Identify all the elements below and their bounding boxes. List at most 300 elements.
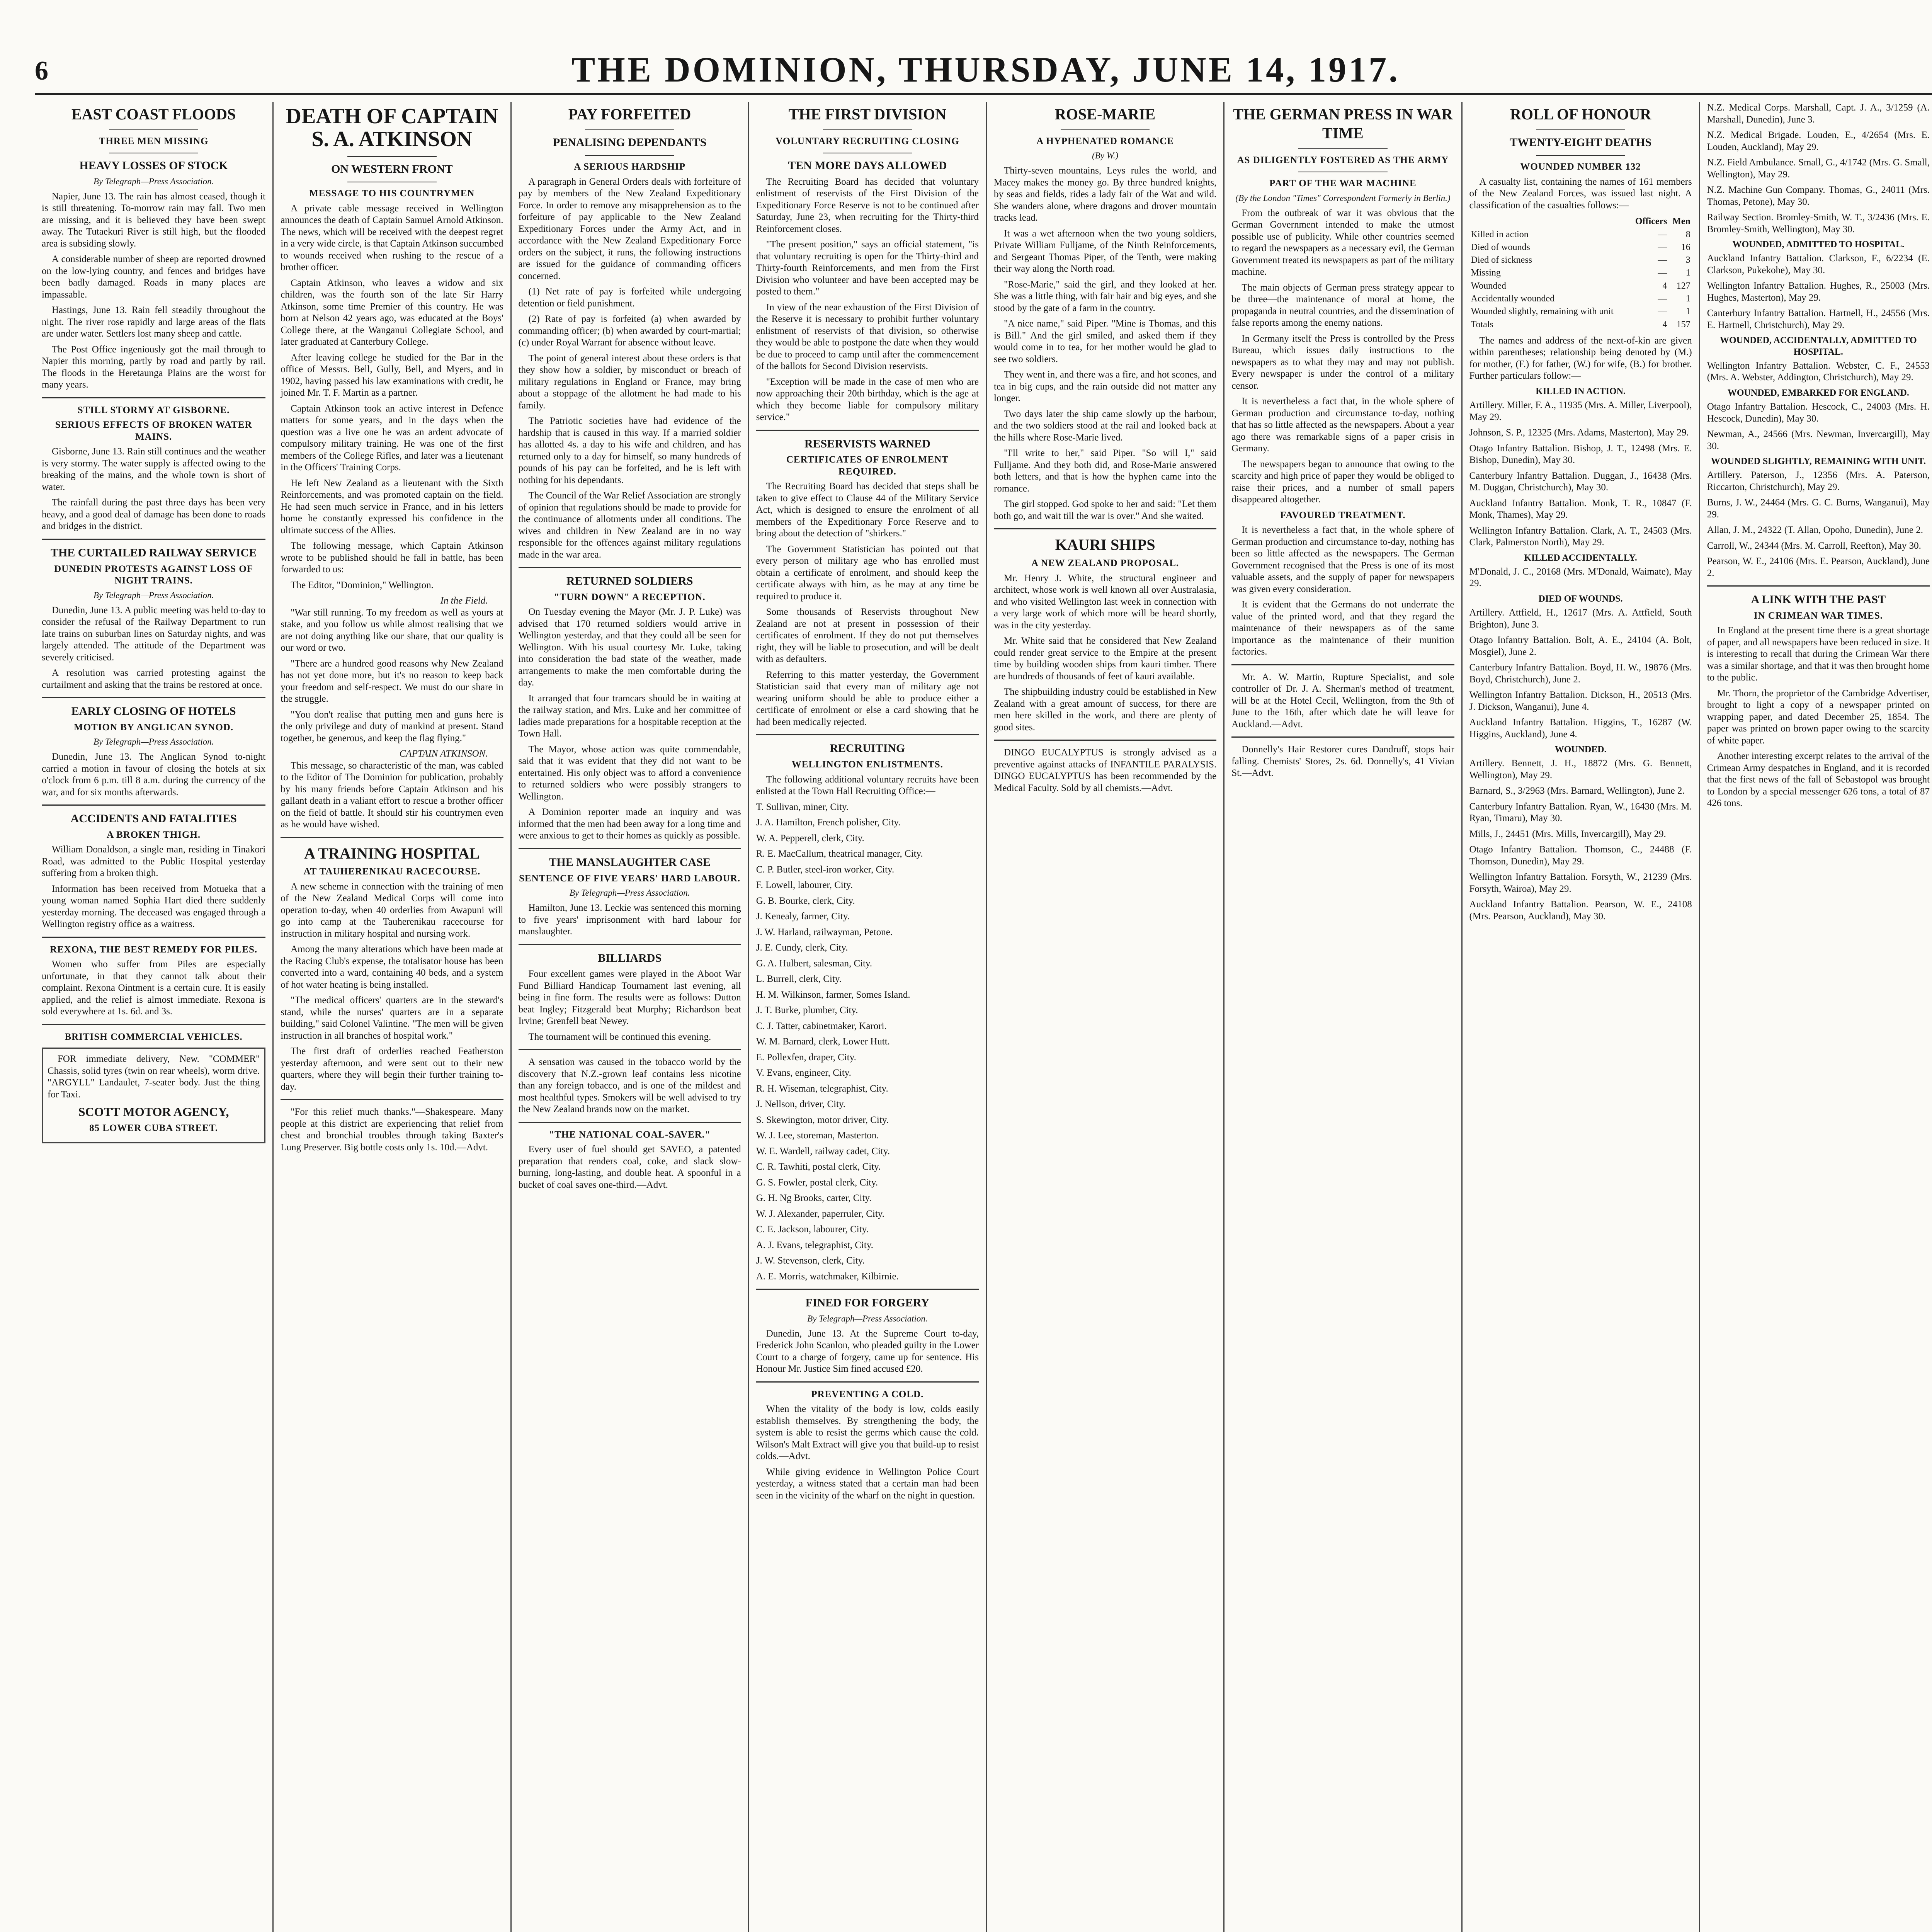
divider: [823, 129, 912, 130]
letter-paragraph: "You don't realise that putting men and guns here is the only privilege and duty of mankind at present. Stand together, be generous, and keep the flag flying.": [281, 709, 503, 743]
list-item: Otago Infantry Battalion. Hescock, C., 24003 (Mrs. H. Hescock, Dunedin), May 30.: [1707, 401, 1930, 424]
table-cell: 4: [1662, 319, 1667, 330]
table-cell: Totals: [1471, 319, 1493, 330]
article-paragraph: The names and address of the next-of-kin are given within parentheses; relationship being denoted by (M.) for mother, (F.) for father, (W.) for wife, (B.) for brother. Further particulars follow:—: [1469, 335, 1692, 381]
list-item: Otago Infantry Battalion. Bishop, J. T., 12498 (Mrs. E. Bishop, Dunedin), May 30.: [1469, 443, 1692, 466]
advertisement-text: When the vitality of the body is low, colds easily establish themselves. By strengthening the body, the system is able to resist the germs which cause the cold. Wilson's Malt Extract will give you that build-up to resist colds.—Advt.: [756, 1404, 979, 1462]
table-header-cell: [1469, 215, 1630, 228]
article-paragraph: The Council of the War Relief Association are strongly of opinion that regulations should be made to provide for the continuance of allotments under all conditions. The wives and children in New Zealand are in no way responsible for the offences against military regulations made in the war area.: [518, 490, 741, 560]
table-row: [1469, 241, 1692, 254]
table-cell: —: [1658, 306, 1667, 317]
subheadline: PART OF THE WAR MACHINE: [1269, 178, 1417, 189]
list-item: W. E. Wardell, railway cadet, City.: [756, 1146, 890, 1156]
subheadline: HEAVY LOSSES OF STOCK: [79, 159, 228, 172]
headline: DEATH OF CAPTAIN S. A. ATKINSON: [286, 104, 498, 151]
list-item: J. E. Cundy, clerk, City.: [756, 942, 848, 953]
letter-salutation: The Editor, "Dominion," Wellington.: [291, 580, 434, 590]
ad-address: 85 LOWER CUBA STREET.: [89, 1123, 218, 1134]
article-paragraph: The main objects of German press strategy appear to be three—the maintenance of moral at home, the propaganda in neutral countries, and the dissemination of false reports among the enemy nations.: [1231, 282, 1454, 328]
name-list: [1707, 360, 1930, 384]
table-cell: —: [1658, 268, 1667, 278]
list-item: Canterbury Infantry Battalion. Hartnell, H., 24556 (Mrs. E. Hartnell, Christchurch), May 29.: [1707, 308, 1930, 330]
divider: [42, 539, 265, 540]
table-row: [1469, 318, 1692, 331]
article-paragraph: In view of the near exhaustion of the First Division of the Reserve it is necessary to prohibit further voluntary enlistment of reservists of that division, so otherwise they would be able to postpone the date when they would be due to proceed to camp until after the commencement of the ballots for Second Division reservists.: [756, 302, 979, 372]
article-paragraph: A new scheme in connection with the training of men of the New Zealand Medical Corps will come into operation to-day, when 40 orderlies from Awapuni will go into camp at the Tauherenikau racecourse for instruction in military hospital and nursing work.: [281, 881, 503, 939]
article-paragraph: (2) Rate of pay is forfeited (a) when awarded by commanding officer; (b) when awarded by court-martial; (c) under Royal Warrant for absence without leave.: [518, 314, 741, 348]
list-item: Wellington Infantry Battalion. Hughes, R., 25003 (Mrs. Hughes, Masterton), May 29.: [1707, 281, 1930, 303]
headline: ROLL OF HONOUR: [1510, 105, 1651, 123]
advertisement-text: Donnelly's Hair Restorer cures Dandruff, stops hair falling. Chemists' Stores, 2s. 6d. Donnelly's, 41 Vivian St.—Advt.: [1231, 744, 1454, 779]
table-row: [1469, 280, 1692, 293]
column-5: [986, 102, 1223, 1932]
list-item: C. P. Butler, steel-iron worker, City.: [756, 864, 895, 875]
list-item: G. B. Bourke, clerk, City.: [756, 895, 855, 906]
table-cell: —: [1658, 255, 1667, 265]
table-cell: Died of sickness: [1471, 255, 1532, 265]
list-item: J. A. Hamilton, French polisher, City.: [756, 817, 901, 828]
headline: RECRUITING: [830, 742, 905, 755]
article-paragraph: Among the many alterations which have been made at the Racing Club's expense, the totalisator house has been converted into a ward, containing 40 beds, and a system of hot water heating is being installed.: [281, 944, 503, 990]
article-paragraph: "Exception will be made in the case of men who are now approaching their 20th birthday, which is the age at which they become liable for compulsory military service.": [756, 376, 979, 423]
subheadline: WOUNDED NUMBER 132: [1520, 162, 1641, 172]
masthead: [35, 46, 1932, 95]
headline: REXONA, THE BEST REMEDY FOR PILES.: [50, 944, 258, 955]
divider: [1536, 129, 1625, 130]
letter-paragraph: "War still running. To my freedom as well as yours at stake, and you follow us while almost realising that we are not doing anything like our share, that our quality is our word or two.: [281, 607, 503, 653]
advertisement-text: DINGO EUCALYPTUS is strongly advised as a preventive against attacks of INFANTILE PARALYSIS. DINGO EUCALYPTUS has been recommended by the Medical Faculty. Sold by all chemists.—Advt.: [994, 747, 1217, 793]
list-item: Artillery. Attfield, H., 12617 (Mrs. A. Attfield, South Brighton), June 3.: [1469, 607, 1692, 630]
list-item: N.Z. Medical Brigade. Louden, E., 4/2654 (Mrs. E. Louden, Auckland), May 29.: [1707, 130, 1930, 152]
subheadline: TWENTY-EIGHT DEATHS: [1510, 136, 1652, 149]
article-paragraph: Hamilton, June 13. Leckie was sentenced this morning to five years' imprisonment with hard labour for manslaughter.: [518, 903, 741, 937]
article-paragraph: "Rose-Marie," said the girl, and they looked at her. She was a little thing, with fair hair and big eyes, and she stood by the gate of a farm in the country.: [994, 279, 1217, 313]
article-paragraph: Captain Atkinson took an active interest in Defence matters for some years, and in the days when the question was a live one he was an ardent advocate of compulsory military training. He was one of the first members of the College Rifles, and later was a lieutenant in the Officers' Training Corps.: [281, 403, 503, 473]
table-cell: 1: [1685, 306, 1690, 317]
article-paragraph: A casualty list, containing the names of 161 members of the New Zealand Forces, was issued last night. A classification of the casualties follows:—: [1469, 176, 1692, 211]
article-paragraph: It arranged that four tramcars should be in waiting at the railway station, and Mrs. Luke and her committee of ladies made preparations for a hospitable reception at the Town Hall.: [518, 693, 741, 739]
list-item: Wellington Infantry Battalion. Forsyth, W., 21239 (Mrs. Forsyth, Wairoa), May 29.: [1469, 872, 1692, 894]
article-paragraph: They went in, and there was a fire, and hot scones, and tea in big cups, and the rain outside did not matter any longer.: [994, 369, 1217, 404]
name-list: [1707, 102, 1930, 235]
divider: [1298, 148, 1388, 149]
list-item: Allan, J. M., 24322 (T. Allan, Opoho, Dunedin), June 2.: [1707, 525, 1923, 536]
headline: PREVENTING A COLD.: [811, 1389, 924, 1400]
table-cell: 3: [1685, 255, 1690, 265]
byline: By Telegraph—Press Association.: [807, 1313, 928, 1323]
divider: [519, 567, 741, 568]
article-paragraph: Information has been received from Motueka that a young woman named Sophia Hart died there suddenly yesterday morning. The deceased was engaged through a Wellington registry office as a waitress.: [42, 883, 266, 930]
headline: BILLIARDS: [598, 951, 662, 964]
list-item: T. Sullivan, miner, City.: [756, 801, 849, 812]
subheadline: AS DILIGENTLY FOSTERED AS THE ARMY: [1237, 155, 1449, 165]
list-item: A. J. Evans, telegraphist, City.: [756, 1240, 873, 1250]
subheadline: VOLUNTARY RECRUITING CLOSING: [776, 136, 959, 146]
column-4: [748, 102, 986, 1932]
article-paragraph: Mr. Thorn, the proprietor of the Cambridge Advertiser, brought to light a copy of a newspaper printed on wrapping paper, and dated December 25, 1854. The paper was printed on brown paper owing to the scarcity of white paper.: [1707, 688, 1930, 746]
list-item: Canterbury Infantry Battalion. Ryan, W., 16430 (Mrs. M. Ryan, Timaru), May 30.: [1469, 801, 1692, 824]
list-item: Newman, A., 24566 (Mrs. Newman, Invercargill), May 30.: [1707, 429, 1930, 451]
article-paragraph: Hastings, June 13. Rain fell steadily throughout the night. The river rose rapidly and large areas of the flats are under water. Settlers lost many sheep and cattle.: [42, 305, 266, 339]
article-paragraph: In Germany itself the Press is controlled by the Press Bureau, which issues daily instructions to the newspapers as to what they may and may not publish. Every newspaper is under the control of a military censor.: [1231, 333, 1454, 391]
column-1: [35, 102, 272, 1932]
article-paragraph: "A nice name," said Piper. "Mine is Thomas, and this is Bill." And the girl smiled, and asked them if they would come in to tea, for her mother would be glad to see two soldiers.: [994, 318, 1217, 364]
list-item: R. H. Wiseman, telegraphist, City.: [756, 1083, 888, 1094]
table-cell: 157: [1676, 319, 1690, 330]
column-8: [1699, 102, 1932, 1932]
article-paragraph: The girl stopped. God spoke to her and said: "Let them both go, and wait till the war is over." And she waited.: [994, 499, 1217, 521]
byline: By Telegraph—Press Association.: [93, 176, 214, 186]
list-item: C. R. Tawhiti, postal clerk, City.: [756, 1162, 881, 1172]
article-paragraph: The point of general interest about these orders is that they show how a soldier, by misconduct or breach of military regulations in England or France, may bring about a stoppage of the allotment he had made to his family.: [518, 353, 741, 411]
article-paragraph: Napier, June 13. The rain has almost ceased, though it is still threatening. To-morrow rain may fall. Two men are missing, and it is believed they have been swept away. The Tutaekuri River is still high, but the flooded area is subsiding slowly.: [42, 191, 266, 249]
article-paragraph: (1) Net rate of pay is forfeited while undergoing detention or field punishment.: [518, 286, 741, 309]
article-paragraph: The Post Office ingeniously got the mail through to Napier this morning, partly by road and partly by rail. The floods in the Heretaunga Plains are the worst for many years.: [42, 344, 266, 390]
article-paragraph: "I'll write to her," said Piper. "So will I," said Fulljame. And they both did, and Rose-Marie answered both letters, and that is how the hyphen came into the romance.: [994, 448, 1217, 494]
headline: A TRAINING HOSPITAL: [304, 844, 480, 862]
subheadline: DUNEDIN PROTESTS AGAINST LOSS OF NIGHT TRAINS.: [54, 563, 253, 586]
divider: [42, 804, 265, 806]
divider: [994, 740, 1216, 741]
columns-grid: [35, 102, 1932, 1932]
list-item: S. Skewington, motor driver, City.: [756, 1114, 889, 1125]
section-heading: WOUNDED, EMBARKED FOR ENGLAND.: [1727, 388, 1909, 398]
byline: By Telegraph—Press Association.: [569, 888, 690, 898]
table-cell: Killed in action: [1471, 229, 1529, 240]
article-paragraph: The Recruiting Board has decided that voluntary enlistment of reservists of the First Division of the Expeditionary Force Reserve is not to be continued after Saturday, June 23, when recruiting for the Thirty-third Reinforcement closes.: [756, 176, 979, 234]
divider: [109, 129, 199, 130]
article-paragraph: Dunedin, June 13. At the Supreme Court to-day, Frederick John Scanlon, who pleaded guilty in the Lower Court to a charge of forgery, came up for sentence. His Honour Mr. Justice Sim fined accused £20.: [756, 1328, 979, 1374]
list-item: Artillery. Bennett, J. H., 18872 (Mrs. G. Bennett, Wellington), May 29.: [1469, 758, 1692, 781]
article-paragraph: A resolution was carried protesting against the curtailment and asking that the trains be restored at once.: [42, 668, 266, 690]
headline: EAST COAST FLOODS: [71, 105, 236, 123]
subheadline: CERTIFICATES OF ENROLMENT REQUIRED.: [786, 454, 949, 477]
article-paragraph: William Donaldson, a single man, residing in Tinakori Road, was admitted to the Public Hospital yesterday suffering from a broken thigh.: [42, 844, 266, 879]
column-7: [1461, 102, 1699, 1932]
byline: (By W.): [1092, 151, 1119, 161]
table-cell: —: [1658, 293, 1667, 304]
table-cell: —: [1658, 242, 1667, 252]
divider: [1536, 155, 1625, 156]
article-paragraph: Mr. Henry J. White, the structural engineer and architect, whose work is well known all over Australasia, and who visited Wellington last week in connection with a very large work of which more will be heard shortly, was in the city yesterday.: [994, 573, 1217, 631]
subheadline: "TURN DOWN" A RECEPTION.: [554, 592, 706, 602]
article-paragraph: A Dominion reporter made an inquiry and was informed that the men had been away for a long time and were anxious to get to their homes as quickly as possible.: [518, 807, 741, 841]
subheadline: A SERIOUS HARDSHIP: [574, 162, 686, 172]
list-item: H. M. Wilkinson, farmer, Somes Island.: [756, 989, 910, 1000]
list-item: F. Lowell, labourer, City.: [756, 880, 853, 891]
advertisement-text: A sensation was caused in the tobacco world by the discovery that N.Z.-grown leaf contains less nicotine than any foreign tobacco, and is one of the mildest and most healthful types. Smokers will be well advised to try the New Zealand brands now on the market.: [518, 1057, 741, 1115]
list-item: L. Burrell, clerk, City.: [756, 974, 842, 985]
name-list: [1469, 400, 1692, 549]
ad-title: BRITISH COMMERCIAL VEHICLES.: [65, 1031, 243, 1042]
subheadline: A NEW ZEALAND PROPOSAL.: [1031, 558, 1179, 569]
headline: STILL STORMY AT GISBORNE.: [77, 405, 230, 415]
divider: [756, 1289, 979, 1290]
article-paragraph: Dunedin, June 13. The Anglican Synod to-night carried a motion in favour of closing the hotels at six o'clock from 6 p.m. till 8 a.m. during the currency of the war, and for six months afterwards.: [42, 752, 266, 798]
subheadline: IN CRIMEAN WAR TIMES.: [1753, 610, 1883, 621]
list-item: N.Z. Machine Gun Company. Thomas, G., 24011 (Mrs. Thomas, Petone), May 30.: [1707, 185, 1930, 207]
list-item: J. W. Stevenson, clerk, City.: [756, 1255, 865, 1266]
advertisement-text: Every user of fuel should get SAVEO, a patented preparation that renders coal, coke, and slack slow-burning, long-lasting, and double heat. A spoonful in a bucket of coal saves one-third.—Advt.: [518, 1144, 741, 1190]
table-cell: 127: [1676, 281, 1690, 291]
table-cell: 4: [1662, 281, 1667, 291]
table-cell: Wounded: [1471, 281, 1506, 291]
subheadline: SERIOUS EFFECTS OF BROKEN WATER MAINS.: [55, 420, 252, 442]
letter-place: In the Field.: [440, 595, 488, 606]
headline: THE GERMAN PRESS IN WAR TIME: [1233, 105, 1453, 142]
name-list: [1469, 607, 1692, 740]
list-item: Wellington Infantry Battalion. Dickson, H., 20513 (Mrs. J. Dickson, Wanganui), June 4.: [1469, 690, 1692, 712]
subheadline: A BROKEN THIGH.: [107, 829, 201, 840]
subheadline: AT TAUHERENIKAU RACECOURSE.: [303, 866, 481, 877]
article-paragraph: Women who suffer from Piles are especially unfortunate, in that they cannot talk about their complaint. Rexona Ointment is a certain cure. It is easily applied, and the relief is almost immediate. Rexona is sold everywhere at 1s. 6d. and 3s.: [42, 959, 266, 1017]
list-item: Carroll, W., 24344 (Mrs. M. Carroll, Reefton), May 30.: [1707, 540, 1921, 551]
article-paragraph: This message, so characteristic of the man, was cabled to the Editor of The Dominion for publication, probably by his many friends before Captain Atkinson and his gallant death in a valiant effort to rescue a brother officer on the field of battle. It should stir his countrymen even as he would have wished.: [281, 760, 503, 830]
divider: [519, 1122, 741, 1123]
list-item: W. J. Lee, storeman, Masterton.: [756, 1130, 879, 1141]
table-cell: —: [1658, 229, 1667, 240]
name-list: [1469, 758, 1692, 922]
divider: [756, 734, 979, 735]
list-item: G. A. Hulbert, salesman, City.: [756, 958, 872, 969]
list-item: Otago Infantry Battalion. Bolt, A. E., 24104 (A. Bolt, Mosgiel), June 2.: [1469, 635, 1692, 657]
section-heading: WOUNDED, ADMITTED TO HOSPITAL.: [1732, 240, 1905, 250]
article-paragraph: From the outbreak of war it was obvious that the German Government intended to make the utmost possible use of publicity. While other countries seemed to regard the newspapers as a necessary evil, the German Government treated its newspapers as part of the military machine.: [1231, 207, 1454, 277]
article-paragraph: Two days later the ship came slowly up the harbour, and the two soldiers stood at the rail and looked back at the hills where Rose-Marie lived.: [994, 408, 1217, 443]
letter-signature: CAPTAIN ATKINSON.: [399, 748, 488, 759]
list-item: V. Evans, engineer, City.: [756, 1068, 851, 1078]
article-paragraph: A paragraph in General Orders deals with forfeiture of pay by members of the New Zealand Expeditionary Force. In order to remove any misapprehension as to the forfeiture of pay applicable to the New Zealand Expeditionary Forces under the Army Act, and in accordance with the New Zealand Expeditionary Force orders on the subject, it runs, the following instructions are issued for the guidance of commanding officers concerned.: [518, 176, 741, 281]
article-paragraph: The first draft of orderlies reached Featherston yesterday afternoon, and were sent out to their new quarters, where they will begin their further training to-day.: [281, 1046, 503, 1092]
name-list: [1469, 566, 1692, 590]
list-item: C. E. Jackson, labourer, City.: [756, 1224, 869, 1235]
table-row: [1469, 305, 1692, 318]
name-list: [1707, 253, 1930, 331]
article-paragraph: Captain Atkinson, who leaves a widow and six children, was the fourth son of the late Sir Harry Atkinson, some time Premier of this country. He was born at Nelson 42 years ago, was educated at the Boys' College there, at the Wanganui Collegiate School, and later graduated at Canterbury College.: [281, 277, 503, 347]
list-item: Canterbury Infantry Battalion. Boyd, H. W., 19876 (Mrs. Boyd, Christchurch), June 2.: [1469, 662, 1692, 685]
name-list: [1707, 469, 1930, 579]
article-paragraph: Another interesting excerpt relates to the arrival of the Crimean Army despatches in England, and it is recorded that the first news of the fall of Sebastopol was brought to London by a special messenger 626 tons, a total of 87 426 tons.: [1707, 751, 1930, 809]
subheadline: MOTION BY ANGLICAN SYNOD.: [74, 722, 234, 733]
headline: THE MANSLAUGHTER CASE: [549, 855, 711, 869]
list-item: J. Kenealy, farmer, City.: [756, 911, 850, 922]
list-item: Burns, J. W., 24464 (Mrs. G. C. Burns, Wanganui), May 29.: [1707, 497, 1930, 520]
article-paragraph: On Tuesday evening the Mayor (Mr. J. P. Luke) was advised that 170 returned soldiers would arrive in Wellington yesterday, and that they could all be seen for Wellington. With his usual courtesy Mr. Luke, taking into consideration the bad state of the weather, made arrangements to make the men comfortable during the day.: [518, 607, 741, 688]
article-paragraph: The shipbuilding industry could be established in New Zealand with a great amount of success, for there are men here skilled in the work, and there are plenty of good sites.: [994, 687, 1217, 733]
headline: RETURNED SOLDIERS: [566, 575, 693, 588]
headline: EARLY CLOSING OF HOTELS: [71, 705, 236, 718]
subheadline: SENTENCE OF FIVE YEARS' HARD LABOUR.: [519, 873, 741, 884]
article-paragraph: The Patriotic societies have had evidence of the hardship that is caused in this way. If a married soldier has allotted 4s. a day to his wife and children, and has returned only to a day for himself, so many hundreds of pounds of his pay can be forfeited, and he is left with nothing for his dependants.: [518, 416, 741, 485]
article-paragraph: It is evident that the Germans do not underrate the value of the printed word, and that they regard the maintenance of their newspapers as of the same importance as the maintenance of their munition factories.: [1231, 599, 1454, 657]
list-item: J. Nellson, driver, City.: [756, 1099, 846, 1110]
article-paragraph: In England at the present time there is a great shortage of paper, and all newspapers have been reduced in size. It is interesting to recall that during the Crimean War there was a similar shortage, and that it was then brought home to the public.: [1707, 625, 1930, 683]
section-heading: WOUNDED SLIGHTLY, REMAINING WITH UNIT.: [1711, 456, 1926, 467]
ad-firm: SCOTT MOTOR AGENCY,: [78, 1105, 229, 1119]
article-paragraph: A considerable number of sheep are reported drowned on the low-lying country, and fences and bridges have been badly damaged. Roads in many places are impassable.: [42, 254, 266, 300]
list-item: Pearson, W. E., 24106 (Mrs. E. Pearson, Auckland), June 2.: [1707, 556, 1930, 578]
divider: [1707, 585, 1930, 587]
list-item: W. M. Barnard, clerk, Lower Hutt.: [756, 1036, 890, 1047]
table-cell: 1: [1685, 268, 1690, 278]
divider: [585, 129, 674, 130]
list-item: G. S. Fowler, postal clerk, City.: [756, 1177, 878, 1188]
list-item: Auckland Infantry Battalion. Monk, T. R., 10847 (F. Monk, Thames), May 29.: [1469, 498, 1692, 520]
article-paragraph: The tournament will be continued this evening.: [528, 1031, 711, 1042]
divider: [42, 397, 265, 398]
divider: [42, 1024, 265, 1025]
divider: [1061, 129, 1150, 130]
section-heading: WOUNDED.: [1554, 745, 1607, 755]
byline: By Telegraph—Press Association.: [93, 737, 214, 747]
subheadline: A HYPHENATED ROMANCE: [1036, 136, 1174, 146]
list-item: Canterbury Infantry Battalion. Duggan, J., 16438 (Mrs. M. Duggan, Christchurch), May 30.: [1469, 470, 1692, 493]
list-item: G. H. Ng Brooks, carter, City.: [756, 1193, 872, 1204]
subheadline: THREE MEN MISSING: [99, 136, 209, 146]
article-paragraph: The Recruiting Board has decided that steps shall be taken to give effect to Clause 44 of the Military Service Act, which is designed to ensure the enrolment of all members of the Expeditionary Force Reserve and to bring about the detection of "shirkers.": [756, 481, 979, 539]
table-row: [1469, 267, 1692, 279]
divider: [519, 1049, 741, 1050]
headline: KAURI SHIPS: [1055, 536, 1155, 554]
list-item: M'Donald, J. C., 20168 (Mrs. M'Donald, Waimate), May 29.: [1469, 566, 1692, 589]
table-cell: Died of wounds: [1471, 242, 1530, 252]
list-item: Auckland Infantry Battalion. Higgins, T., 16287 (W. Higgins, Auckland), June 4.: [1469, 717, 1692, 740]
headline: ROSE-MARIE: [1055, 105, 1156, 123]
article-paragraph: The following message, which Captain Atkinson wrote to be published should he fall in battle, has been forwarded to us:: [281, 541, 503, 575]
article-paragraph: "The medical officers' quarters are in the steward's stand, while the nurses' quarters are in a separate building," said Colonel Valintine. "The men will be given instruction in all branches of hospital work.": [281, 995, 503, 1041]
headline: THE CURTAILED RAILWAY SERVICE: [50, 546, 257, 559]
table-row: [1469, 254, 1692, 267]
advertisement: [42, 1048, 265, 1143]
table-header-cell: Men: [1672, 216, 1690, 227]
article-paragraph: The newspapers began to announce that owing to the scarcity and high price of paper they would be obliged to raise their prices, and a number of small papers disappeared altogether.: [1231, 459, 1454, 505]
ad-body: FOR immediate delivery, New. "COMMER" Chassis, solid tyres (twin on rear wheels), worm drive. "ARGYLL" Landaulet, 7-seater body. Just the thing for Taxi.: [48, 1054, 260, 1100]
list-item: A. E. Morris, watchmaker, Kilbirnie.: [756, 1271, 899, 1282]
article-paragraph: "The present position," says an official statement, "is that voluntary recruiting is open for the Thirty-third and Thirty-fourth Reinforcements, and men from the First Division who volunteer and have been accepted may be posted to them.": [756, 239, 979, 297]
list-item: J. W. Harland, railwayman, Petone.: [756, 927, 893, 937]
list-item: Auckland Infantry Battalion. Clarkson, F., 6/2234 (E. Clarkson, Pukekohe), May 30.: [1707, 253, 1930, 276]
subheadline: TEN MORE DAYS ALLOWED: [788, 159, 947, 172]
list-item: W. J. Alexander, paperruler, City.: [756, 1208, 884, 1219]
list-item: Railway Section. Bromley-Smith, W. T., 3/2436 (Mrs. E. Bromley-Smith, Wellington), May 30.: [1707, 212, 1930, 235]
section-heading: KILLED IN ACTION.: [1536, 386, 1626, 396]
headline: A LINK WITH THE PAST: [1751, 593, 1886, 606]
list-item: Barnard, S., 3/2963 (Mrs. Barnard, Wellington), June 2.: [1469, 786, 1685, 796]
divider: [1231, 736, 1454, 738]
article-paragraph: Referring to this matter yesterday, the Government Statistician said that every man of military age not wearing uniform should be able to produce either a certificate of enrolment or else a card showing that he had been medically rejected.: [756, 669, 979, 727]
list-item: E. Pollexfen, draper, City.: [756, 1052, 856, 1063]
divider: [42, 937, 265, 938]
recruit-list: [756, 801, 979, 1283]
section-heading: FAVOURED TREATMENT.: [1280, 510, 1406, 520]
subheadline: WELLINGTON ENLISTMENTS.: [791, 759, 943, 770]
divider: [585, 155, 674, 156]
list-item: W. A. Pepperell, clerk, City.: [756, 833, 864, 844]
table-body: [1469, 228, 1692, 331]
article-paragraph: Thirty-seven mountains, Leys rules the world, and Macey makes the money go. By three hundred knights, by seas and fields, rides a lady fair of the Wat and wild. She wanders alone, where dragons and drover mountain tracks lead.: [994, 165, 1217, 223]
list-item: Artillery. Paterson, J., 12356 (Mrs. A. Paterson, Riccarton, Christchurch), May 29.: [1707, 470, 1930, 492]
advertisement-text: Mr. A. W. Martin, Rupture Specialist, and sole controller of Dr. J. A. Sherman's method of treatment, will be at the Hotel Cecil, Wellington, from the 9th of June to the 16th, after which date he will leave for Auckland.—Advt.: [1231, 672, 1454, 730]
divider: [281, 837, 503, 838]
byline: (By the London "Times" Correspondent Formerly in Berlin.): [1235, 193, 1451, 203]
article-paragraph: He left New Zealand as a lieutenant with the Sixth Reinforcements, and was promoted captain on the field. He had seen much service in France, and in his letters home he constantly expressed his confidence in the ultimate success of the Allies.: [281, 478, 503, 536]
divider: [994, 528, 1216, 529]
article-paragraph: Gisborne, June 13. Rain still continues and the weather is very stormy. The water supply is affected owing to the breaking of the mains, and the whole town is short of water.: [42, 446, 266, 492]
divider: [756, 1381, 979, 1383]
article-paragraph: Dunedin, June 13. A public meeting was held to-day to consider the refusal of the Railway Department to run late trains on suburban lines on Saturday nights, and was largely attended. The attitude of the Department was severely criticised.: [42, 605, 266, 663]
article-paragraph: The following additional voluntary recruits have been enlisted at the Town Hall Recruiting Office:—: [756, 774, 979, 797]
page-number: 6: [35, 56, 48, 86]
table-cell: Missing: [1471, 268, 1501, 278]
list-item: N.Z. Medical Corps. Marshall, Capt. J. A., 3/1259 (A. Marshall, Dunedin), June 3.: [1707, 102, 1930, 125]
headline: RESERVISTS WARNED: [804, 437, 930, 450]
table-header-cell: Officers: [1635, 216, 1667, 227]
divider: [1231, 664, 1454, 665]
table-cell: 16: [1681, 242, 1690, 252]
divider: [347, 156, 437, 157]
list-item: J. T. Burke, plumber, City.: [756, 1005, 858, 1016]
section-heading: KILLED ACCIDENTALLY.: [1524, 553, 1637, 563]
article-paragraph: It is nevertheless a fact that, in the whole sphere of German production and circumstance to-day, nothing that has so little affected as the newspapers. About a year ago there was remarkable signs of a paper crisis in Germany.: [1231, 396, 1454, 454]
column-6: [1223, 102, 1461, 1932]
table-cell: Wounded slightly, remaining with unit: [1471, 306, 1614, 317]
list-item: Artillery. Miller, F. A., 11935 (Mrs. A. Miller, Liverpool), May 29.: [1469, 400, 1692, 422]
table-row: [1469, 293, 1692, 305]
list-item: Johnson, S. P., 12325 (Mrs. Adams, Masterton), May 29.: [1469, 427, 1689, 438]
article-paragraph: After leaving college he studied for the Bar in the office of Messrs. Bell, Gully, Bell, and Myers, and in 1902, having passed his law examinations with credit, he joined Mr. T. F. Martin as a partner.: [281, 352, 503, 398]
divider: [42, 697, 265, 698]
table-row: [1469, 228, 1692, 241]
article-paragraph: It was a wet afternoon when the two young soldiers, Private William Fulljame, of the Ninth Reinforcements, and Sergeant Thomas Piper, of the Tenth, were making their way along the North road.: [994, 228, 1217, 274]
section-heading: WOUNDED, ACCIDENTALLY, ADMITTED TO HOSPITAL.: [1720, 335, 1917, 357]
headline: ACCIDENTS AND FATALITIES: [70, 812, 237, 825]
divider: [519, 944, 741, 945]
table-cell: 8: [1685, 229, 1690, 240]
subheadline: PENALISING DEPENDANTS: [553, 136, 707, 149]
list-item: Otago Infantry Battalion. Thomson, C., 24488 (F. Thomson, Dunedin), May 29.: [1469, 844, 1692, 867]
article-paragraph: Mr. White said that he considered that New Zealand could render great service to the Empire at the present time by building wooden ships from kauri timber. There are hundreds of thousands of feet of kauri available.: [994, 636, 1217, 682]
divider: [519, 848, 741, 849]
subheadline: MESSAGE TO HIS COUNTRYMEN: [309, 188, 475, 199]
byline: By Telegraph—Press Association.: [93, 590, 214, 600]
table-cell: 1: [1685, 293, 1690, 304]
advertisement-text: "For this relief much thanks."—Shakespeare. Many people at this district are experiencing that relief from chest and bronchial troubles through taking Baxter's Lung Preserver. Big bottle costs only 1s. 10d.—Advt.: [281, 1107, 503, 1153]
letter-paragraph: "There are a hundred good reasons why New Zealand has not yet done more, but it's no reason to keep back your freedom and self-respect. We must do our share in the struggle.: [281, 658, 503, 704]
headline: PAY FORFEITED: [568, 105, 691, 123]
article-paragraph: While giving evidence in Wellington Police Court yesterday, a witness stated that a certain man had been seen in the vicinity of the wharf on the night in question.: [756, 1466, 979, 1501]
list-item: Wellington Infantry Battalion. Clark, A. T., 24503 (Mrs. Clark, Palmerston North), May 29.: [1469, 525, 1692, 548]
divider: [281, 1099, 503, 1100]
headline: THE FIRST DIVISION: [788, 105, 947, 123]
list-item: Wellington Infantry Battalion. Webster, C. F., 24553 (Mrs. A. Webster, Addington, Christchurch), May 29.: [1707, 360, 1930, 383]
article-paragraph: The rainfall during the past three days has been very heavy, and a good deal of damage has been done to roads and bridges in the district.: [42, 497, 266, 532]
list-item: C. J. Tatter, cabinetmaker, Karori.: [756, 1020, 887, 1031]
table-header-row: [1469, 215, 1692, 228]
table-cell: Accidentally wounded: [1471, 293, 1555, 304]
divider: [756, 430, 979, 431]
masthead-title: THE DOMINION, THURSDAY, JUNE 14, 1917.: [571, 50, 1400, 89]
article-paragraph: The Mayor, whose action was quite commendable, said that it was evident that they did not want to be entertained. His only object was to afford a convenience to returned soldiers who were possibly strangers to Wellington.: [518, 744, 741, 802]
headline: "THE NATIONAL COAL-SAVER.": [549, 1129, 711, 1140]
article-paragraph: A private cable message received in Wellington announces the death of Captain Samuel Arnold Atkinson. The news, which will be received with the deepest regret in a very wide circle, is that Captain Atkinson succumbed to wounds received when rushing to the rescue of a brother officer.: [281, 203, 503, 273]
section-heading: DIED OF WOUNDS.: [1538, 594, 1623, 604]
casualty-table: [1469, 215, 1692, 331]
column-2: [272, 102, 510, 1932]
article-paragraph: Some thousands of Reservists throughout New Zealand are not at present in possession of their certificates of enrolment. If they do not put themselves right, they will be liable to prosecution, and will be dealt with as defaulters.: [756, 607, 979, 665]
list-item: N.Z. Field Ambulance. Small, G., 4/1742 (Mrs. G. Small, Wellington), May 29.: [1707, 157, 1930, 180]
list-item: R. E. MacCallum, theatrical manager, City.: [756, 849, 923, 859]
headline: FINED FOR FORGERY: [805, 1296, 930, 1310]
